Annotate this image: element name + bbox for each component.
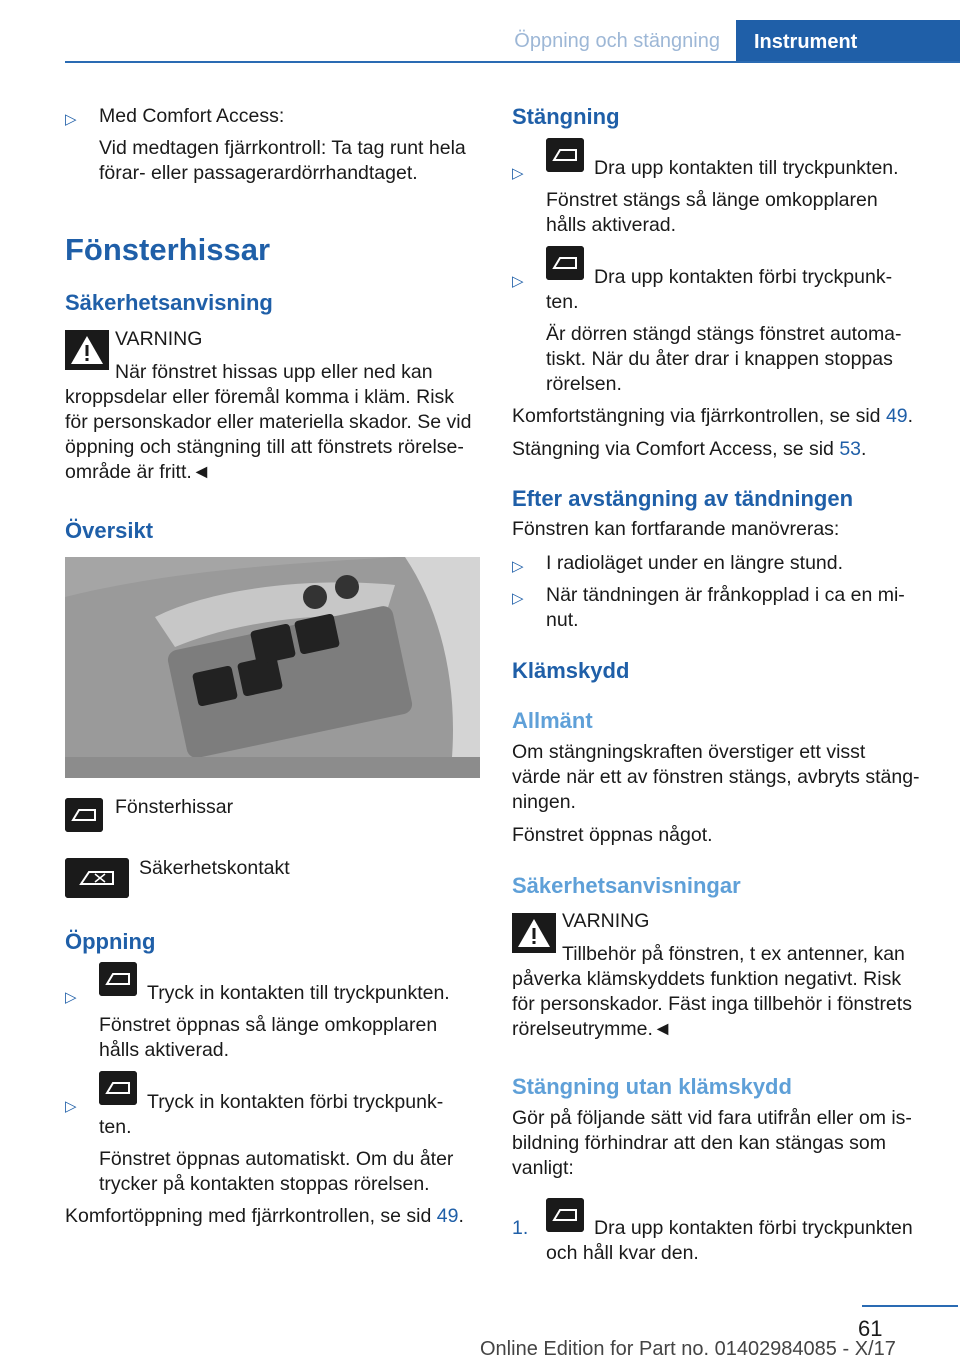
- text-line: När tändningen är frånkopplad i ca en mi-: [546, 584, 905, 606]
- heading-oppning: Öppning: [65, 929, 156, 954]
- text-line: nut.: [546, 609, 579, 631]
- text-line: och håll kvar den.: [546, 1242, 699, 1264]
- text-line: Vid medtagen fjärrkontroll: Ta tag runt hela: [99, 137, 466, 159]
- heading-fonsterhissar: Fönsterhissar: [65, 232, 271, 267]
- bullet-icon: ▷: [65, 111, 77, 128]
- text-line: Fönstret öppnas så länge omkopplaren: [99, 1014, 438, 1036]
- page-link-49[interactable]: 49: [436, 1205, 459, 1227]
- text-line: Dra upp kontakten förbi tryckpunkten: [594, 1217, 913, 1239]
- text-line: rörelseutrymme.◄: [512, 1018, 673, 1040]
- text-line: förar- eller passagerardörrhandtaget.: [99, 162, 418, 184]
- heading-oversikt: Översikt: [65, 518, 154, 543]
- text-line: värde när ett av fönstren stängs, avbryts stäng-: [512, 766, 920, 788]
- warning-title: VARNING: [562, 910, 650, 932]
- text-line: Fönstret stängs så länge omkopplaren: [546, 189, 878, 211]
- text-line: Stängning via Comfort Access, se sid: [512, 438, 840, 460]
- text-line: I radioläget under en längre stund.: [546, 552, 844, 574]
- text-line: Om stängningskraften överstiger ett visst: [512, 741, 866, 763]
- text-line: .: [907, 405, 914, 427]
- door-panel-photo: [65, 557, 480, 778]
- header-tab-instrument[interactable]: Instrument: [736, 20, 960, 63]
- window-switch-icon: [99, 1071, 137, 1105]
- window-switch-icon: [99, 962, 137, 996]
- text-line: rörelsen.: [546, 373, 622, 395]
- bullet-icon: ▷: [512, 558, 524, 575]
- page-link-53[interactable]: 53: [839, 438, 862, 460]
- text-line: bildning förhindrar att den kan stängas som: [512, 1132, 886, 1154]
- text-line: .: [861, 438, 867, 460]
- text-line: ten.: [99, 1116, 132, 1138]
- warning-title: VARNING: [115, 328, 203, 350]
- comfort-close-ref: [512, 404, 913, 429]
- text-line: Komfortöppning med fjärrkontrollen, se sid: [65, 1205, 437, 1227]
- text-line: .: [458, 1205, 464, 1227]
- heading-sakerhetsanvisningar: Säkerhetsanvisningar: [512, 873, 741, 898]
- header-rule: [65, 61, 960, 63]
- window-switch-icon: [546, 1198, 584, 1232]
- legend-sakerhetskontakt: Säkerhetskontakt: [139, 857, 290, 879]
- safety-switch-icon: [65, 858, 129, 898]
- comfort-access-title: Med Comfort Access:: [99, 105, 285, 127]
- text-line: vanligt:: [512, 1157, 574, 1179]
- footer-edition: Online Edition for Part no. 01402984085 - X/17: [480, 1338, 896, 1360]
- text-line: ten.: [546, 291, 579, 313]
- bullet-icon: ▷: [65, 1098, 77, 1115]
- text-line: Komfortstängning via fjärrkontrollen, se sid: [512, 405, 886, 427]
- text-line: Dra upp kontakten till tryckpunkten.: [594, 157, 899, 179]
- page-link-49[interactable]: 49: [885, 405, 908, 427]
- text-line: Tryck in kontakten förbi tryckpunk-: [147, 1091, 444, 1113]
- text-line: Gör på följande sätt vid fara utifrån eller om is-: [512, 1107, 912, 1129]
- comfort-access-close-ref: [512, 437, 866, 462]
- text-line: öppning och stängning till att fönstrets rörelse-: [65, 436, 464, 458]
- heading-allmant: Allmänt: [512, 708, 593, 733]
- text-line: tiskt. När du åter drar i knappen stoppas: [546, 348, 893, 370]
- text-line: Fönstren kan fortfarande manövreras:: [512, 518, 840, 540]
- heading-stangning: Stängning: [512, 104, 620, 129]
- window-switch-icon: [65, 798, 103, 832]
- step-number: 1.: [512, 1217, 529, 1239]
- warning-icon: [512, 913, 556, 953]
- text-line: Dra upp kontakten förbi tryckpunk-: [594, 266, 893, 288]
- text-line: trycker på kontakten stoppas rörelsen.: [99, 1173, 430, 1195]
- text-line: kroppsdelar eller föremål komma i kläm. Risk: [65, 386, 455, 408]
- heading-klamskydd: Klämskydd: [512, 658, 630, 683]
- warning-icon: [65, 330, 109, 370]
- text-line: hålls aktiverad.: [546, 214, 677, 236]
- footer-rule: [862, 1305, 958, 1307]
- heading-sakerhetsanvisning: Säkerhetsanvisning: [65, 290, 273, 315]
- bullet-icon: ▷: [65, 989, 77, 1006]
- bullet-icon: ▷: [512, 273, 524, 290]
- text-line: ningen.: [512, 791, 576, 813]
- text-line: Tryck in kontakten till tryckpunkten.: [147, 982, 450, 1004]
- text-line: hålls aktiverad.: [99, 1039, 230, 1061]
- window-switch-icon: [546, 246, 584, 280]
- text-line: Fönstret öppnas något.: [512, 824, 713, 846]
- text-line: för personskador eller materiella skador. Se vid: [65, 411, 472, 433]
- text-line: för personskador. Fäst inga tillbehör i fönstrets: [512, 993, 912, 1015]
- text-line: När fönstret hissas upp eller ned kan: [115, 361, 433, 383]
- text-line: Fönstret öppnas automatiskt. Om du åter: [99, 1148, 454, 1170]
- heading-efter-avstangning: Efter avstängning av tändningen: [512, 486, 854, 511]
- text-line: område är fritt.◄: [65, 461, 212, 483]
- bullet-icon: ▷: [512, 165, 524, 182]
- heading-stangning-utan-klamskydd: Stängning utan klämskydd: [512, 1074, 792, 1099]
- text-line: Tillbehör på fönstren, t ex antenner, kan: [562, 943, 905, 965]
- header-section-title: Öppning och stängning: [514, 30, 720, 52]
- legend-fonsterhissar: Fönsterhissar: [115, 796, 234, 818]
- comfort-open-ref: [65, 1204, 464, 1229]
- window-switch-icon: [546, 138, 584, 172]
- page-number: 61: [858, 1316, 883, 1341]
- text-line: Är dörren stängd stängs fönstret automa-: [546, 323, 902, 345]
- bullet-icon: ▷: [512, 590, 524, 607]
- text-line: påverka klämskyddets funktion negativt. Risk: [512, 968, 902, 990]
